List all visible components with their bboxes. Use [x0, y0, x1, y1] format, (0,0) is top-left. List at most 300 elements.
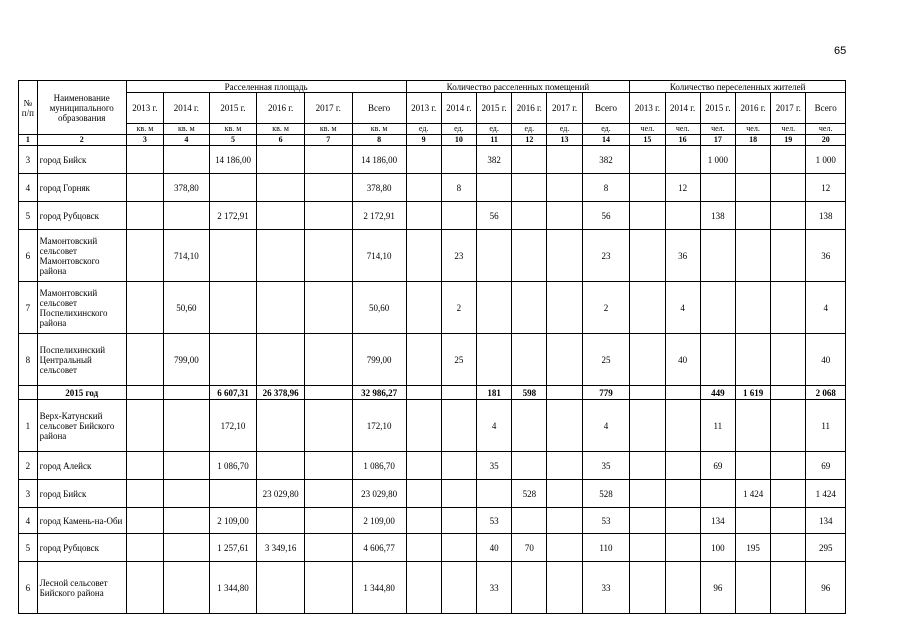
column-number: 10	[441, 135, 476, 146]
unit-header: ед.	[547, 124, 582, 135]
year-header: 2017 г.	[547, 93, 582, 124]
table-cell	[547, 334, 582, 386]
unit-header: чел.	[735, 124, 770, 135]
table-cell: 2 109,00	[352, 508, 406, 534]
table-cell	[304, 534, 352, 562]
subtotal-cell: 26 378,96	[257, 386, 305, 400]
table-cell	[304, 202, 352, 230]
table-cell	[209, 282, 257, 334]
area-group-header: Расселенная площадь	[126, 81, 406, 93]
table-cell	[700, 334, 735, 386]
table-cell: 2 172,91	[209, 202, 257, 230]
table-cell: 799,00	[164, 334, 210, 386]
table-cell	[512, 202, 547, 230]
table-cell	[304, 174, 352, 202]
table-cell: 3 349,16	[257, 534, 305, 562]
table-cell	[547, 146, 582, 174]
table-cell	[441, 562, 476, 614]
subtotal-cell: 449	[700, 386, 735, 400]
unit-header: ед.	[441, 124, 476, 135]
table-cell	[547, 562, 582, 614]
unit-header: кв. м	[126, 124, 163, 135]
table-cell	[406, 146, 441, 174]
table-cell	[257, 334, 305, 386]
table-cell	[476, 282, 511, 334]
table-cell	[257, 508, 305, 534]
table-cell	[441, 400, 476, 452]
table-cell	[630, 202, 665, 230]
table-row	[19, 282, 846, 334]
num-header: № п/п	[19, 81, 38, 135]
table-row	[19, 230, 846, 282]
table-cell	[304, 480, 352, 508]
table-cell	[630, 174, 665, 202]
table-cell	[630, 452, 665, 480]
column-number: 3	[126, 135, 163, 146]
table-cell	[406, 334, 441, 386]
unit-header: кв. м	[257, 124, 305, 135]
table-cell: 4	[582, 400, 630, 452]
table-cell	[164, 452, 210, 480]
table-cell: 2	[441, 282, 476, 334]
table-cell: 138	[806, 202, 846, 230]
municipality-name: Мамонтовский сельсовет Поспелихинского района	[37, 282, 126, 334]
subtotal-cell: 2 068	[806, 386, 846, 400]
header-group-row	[19, 81, 846, 93]
unit-header: ед.	[512, 124, 547, 135]
table-cell: 172,10	[352, 400, 406, 452]
table-row	[19, 334, 846, 386]
table-row	[19, 202, 846, 230]
table-cell	[304, 230, 352, 282]
table-cell	[476, 334, 511, 386]
column-number: 11	[476, 135, 511, 146]
table-cell: 96	[806, 562, 846, 614]
year-header: 2013 г.	[406, 93, 441, 124]
column-number: 1	[19, 135, 38, 146]
table-cell	[257, 452, 305, 480]
table-cell: 35	[582, 452, 630, 480]
table-row	[19, 508, 846, 534]
row-number: 5	[19, 202, 38, 230]
table-cell	[512, 174, 547, 202]
table-cell: 1 344,80	[352, 562, 406, 614]
premises-group-header: Количество расселенных помещений	[406, 81, 630, 93]
table-cell: 195	[735, 534, 770, 562]
table-cell	[771, 400, 806, 452]
table-cell: 36	[665, 230, 700, 282]
table-cell	[441, 452, 476, 480]
table-cell	[476, 230, 511, 282]
subtotal-cell	[441, 386, 476, 400]
table-cell	[257, 230, 305, 282]
table-cell: 1 086,70	[352, 452, 406, 480]
table-cell	[665, 400, 700, 452]
table-cell	[547, 480, 582, 508]
row-number: 7	[19, 282, 38, 334]
year-header: 2014 г.	[665, 93, 700, 124]
year-header: 2015 г.	[476, 93, 511, 124]
table-cell	[209, 334, 257, 386]
table-cell: 23	[441, 230, 476, 282]
table-cell: 528	[512, 480, 547, 508]
row-number: 5	[19, 534, 38, 562]
table-cell	[164, 146, 210, 174]
year-header: 2015 г.	[209, 93, 257, 124]
table-cell	[512, 452, 547, 480]
column-number: 8	[352, 135, 406, 146]
table-cell	[164, 562, 210, 614]
table-cell	[630, 400, 665, 452]
table-cell	[304, 334, 352, 386]
table-cell	[735, 452, 770, 480]
table-cell	[700, 480, 735, 508]
table-cell: 1 000	[700, 146, 735, 174]
table-cell	[406, 480, 441, 508]
subtotal-cell	[771, 386, 806, 400]
table-cell	[441, 146, 476, 174]
table-cell: 70	[512, 534, 547, 562]
table-cell	[406, 452, 441, 480]
table-cell	[406, 400, 441, 452]
subtotal-label: 2015 год	[37, 386, 126, 400]
municipality-name: город Бийск	[37, 146, 126, 174]
subtotal-cell	[406, 386, 441, 400]
table-cell: 138	[700, 202, 735, 230]
unit-header: кв. м	[352, 124, 406, 135]
table-cell: 1 424	[806, 480, 846, 508]
header-years-row	[19, 93, 846, 124]
column-number: 17	[700, 135, 735, 146]
table-cell: 33	[582, 562, 630, 614]
column-number: 14	[582, 135, 630, 146]
table-cell	[665, 202, 700, 230]
table-cell	[257, 146, 305, 174]
table-cell: 12	[665, 174, 700, 202]
year-header: 2015 г.	[700, 93, 735, 124]
table-cell	[126, 400, 163, 452]
table-cell: 382	[476, 146, 511, 174]
table-cell	[771, 534, 806, 562]
table-cell	[771, 174, 806, 202]
table-cell	[771, 480, 806, 508]
table-cell: 2 109,00	[209, 508, 257, 534]
table-row	[19, 534, 846, 562]
table-cell	[547, 534, 582, 562]
table-cell	[735, 400, 770, 452]
table-cell	[665, 480, 700, 508]
table-cell: 1 257,61	[209, 534, 257, 562]
table-cell	[126, 534, 163, 562]
row-number: 8	[19, 334, 38, 386]
table-cell	[126, 480, 163, 508]
row-number: 3	[19, 146, 38, 174]
table-cell	[441, 202, 476, 230]
year-header: Всего	[806, 93, 846, 124]
table-cell	[304, 146, 352, 174]
table-cell: 50,60	[164, 282, 210, 334]
column-number: 20	[806, 135, 846, 146]
table-cell	[630, 534, 665, 562]
table-cell	[665, 534, 700, 562]
table-cell: 110	[582, 534, 630, 562]
table-cell	[126, 230, 163, 282]
unit-header: кв. м	[209, 124, 257, 135]
page-number: 65	[834, 45, 847, 57]
table-row	[19, 480, 846, 508]
table-cell: 1 424	[735, 480, 770, 508]
table-cell: 134	[806, 508, 846, 534]
table-cell: 295	[806, 534, 846, 562]
table-cell	[164, 202, 210, 230]
table-cell	[406, 202, 441, 230]
municipality-name: город Бийск	[37, 480, 126, 508]
table-cell	[126, 452, 163, 480]
table-cell: 8	[441, 174, 476, 202]
table-cell: 14 186,00	[209, 146, 257, 174]
table-cell	[630, 230, 665, 282]
table-cell	[735, 562, 770, 614]
subtotal-cell: 1 619	[735, 386, 770, 400]
table-cell	[257, 202, 305, 230]
table-cell	[735, 146, 770, 174]
table-cell	[735, 508, 770, 534]
table-cell	[700, 174, 735, 202]
table-cell	[512, 508, 547, 534]
subtotal-blank	[19, 386, 38, 400]
table-cell	[547, 202, 582, 230]
row-number: 3	[19, 480, 38, 508]
unit-header: чел.	[771, 124, 806, 135]
subtotal-cell	[630, 386, 665, 400]
row-number: 2	[19, 452, 38, 480]
table-cell: 53	[476, 508, 511, 534]
table-cell	[476, 174, 511, 202]
table-cell	[257, 562, 305, 614]
table-cell	[735, 202, 770, 230]
table-cell	[164, 534, 210, 562]
year-header: 2014 г.	[441, 93, 476, 124]
table-row	[19, 452, 846, 480]
municipality-name: Мамонтовский сельсовет Мамонтовского района	[37, 230, 126, 282]
table-cell	[304, 562, 352, 614]
table-cell	[771, 334, 806, 386]
year-header: 2017 г.	[304, 93, 352, 124]
table-cell	[441, 480, 476, 508]
table-cell	[665, 562, 700, 614]
table-cell	[406, 562, 441, 614]
table-cell: 11	[700, 400, 735, 452]
table-cell: 382	[582, 146, 630, 174]
table-cell	[257, 282, 305, 334]
row-number: 4	[19, 508, 38, 534]
table-cell: 1 000	[806, 146, 846, 174]
unit-header: чел.	[806, 124, 846, 135]
table-cell	[406, 174, 441, 202]
column-number: 9	[406, 135, 441, 146]
table-cell	[630, 480, 665, 508]
table-cell: 378,80	[164, 174, 210, 202]
subtotal-cell	[304, 386, 352, 400]
table-cell: 1 344,80	[209, 562, 257, 614]
subtotal-cell: 779	[582, 386, 630, 400]
table-cell: 134	[700, 508, 735, 534]
table-cell: 50,60	[352, 282, 406, 334]
table-cell	[304, 508, 352, 534]
table-cell: 4	[665, 282, 700, 334]
table-cell: 23	[582, 230, 630, 282]
table-cell	[547, 400, 582, 452]
table-cell	[700, 230, 735, 282]
year-header: 2013 г.	[126, 93, 163, 124]
unit-header: ед.	[476, 124, 511, 135]
row-number: 6	[19, 562, 38, 614]
table-cell	[126, 282, 163, 334]
table-cell: 25	[582, 334, 630, 386]
table-cell	[126, 334, 163, 386]
table-cell: 69	[806, 452, 846, 480]
table-cell	[771, 452, 806, 480]
table-cell	[441, 508, 476, 534]
municipality-name: город Алейск	[37, 452, 126, 480]
table-cell	[209, 480, 257, 508]
subtotal-cell	[126, 386, 163, 400]
table-cell	[547, 508, 582, 534]
residents-group-header: Количество переселенных жителей	[630, 81, 846, 93]
column-number: 4	[164, 135, 210, 146]
subtotal-cell	[164, 386, 210, 400]
resettlement-table	[18, 80, 846, 614]
table-cell	[406, 534, 441, 562]
unit-header: ед.	[406, 124, 441, 135]
table-cell	[406, 230, 441, 282]
column-number: 2	[37, 135, 126, 146]
table-cell: 4	[806, 282, 846, 334]
table-cell	[126, 562, 163, 614]
table-cell	[406, 282, 441, 334]
column-number: 7	[304, 135, 352, 146]
table-cell	[547, 230, 582, 282]
table-cell	[441, 534, 476, 562]
table-cell	[164, 400, 210, 452]
column-number: 6	[257, 135, 305, 146]
table-cell: 40	[806, 334, 846, 386]
column-number: 16	[665, 135, 700, 146]
table-cell	[164, 480, 210, 508]
table-cell	[512, 562, 547, 614]
table-cell	[209, 174, 257, 202]
column-number: 13	[547, 135, 582, 146]
table-cell	[512, 230, 547, 282]
table-row	[19, 562, 846, 614]
table-cell	[547, 452, 582, 480]
municipality-name: Верх-Катунский сельсовет Бийского района	[37, 400, 126, 452]
municipality-name: город Рубцовск	[37, 202, 126, 230]
table-cell: 23 029,80	[257, 480, 305, 508]
municipality-name: Лесной сельсовет Бийского района	[37, 562, 126, 614]
table-cell	[665, 452, 700, 480]
table-cell	[665, 146, 700, 174]
table-row	[19, 174, 846, 202]
year-header: 2016 г.	[512, 93, 547, 124]
table-cell: 12	[806, 174, 846, 202]
row-number: 6	[19, 230, 38, 282]
subtotal-cell: 6 607,31	[209, 386, 257, 400]
table-cell: 23 029,80	[352, 480, 406, 508]
table-row	[19, 146, 846, 174]
table-cell	[126, 146, 163, 174]
table-cell: 35	[476, 452, 511, 480]
table-cell: 4 606,77	[352, 534, 406, 562]
table-cell	[257, 174, 305, 202]
table-cell	[512, 282, 547, 334]
table-cell: 56	[582, 202, 630, 230]
column-number: 12	[512, 135, 547, 146]
table-cell	[735, 282, 770, 334]
table-cell	[735, 230, 770, 282]
table-cell	[164, 508, 210, 534]
table-cell: 8	[582, 174, 630, 202]
unit-header: кв. м	[164, 124, 210, 135]
table-cell: 14 186,00	[352, 146, 406, 174]
table-cell	[630, 282, 665, 334]
column-numbers-row	[19, 135, 846, 146]
table-cell	[665, 508, 700, 534]
table-cell	[630, 146, 665, 174]
table-cell	[512, 146, 547, 174]
unit-header: чел.	[665, 124, 700, 135]
table-cell: 40	[665, 334, 700, 386]
table-cell: 4	[476, 400, 511, 452]
table-cell	[771, 562, 806, 614]
table-row	[19, 400, 846, 452]
table-cell: 69	[700, 452, 735, 480]
table-cell	[771, 508, 806, 534]
table-cell: 53	[582, 508, 630, 534]
table-cell	[735, 334, 770, 386]
table-cell	[406, 508, 441, 534]
unit-header: чел.	[630, 124, 665, 135]
table-cell: 172,10	[209, 400, 257, 452]
subtotal-row	[19, 386, 846, 400]
table-cell	[304, 282, 352, 334]
column-number: 18	[735, 135, 770, 146]
unit-header: чел.	[700, 124, 735, 135]
table-cell: 36	[806, 230, 846, 282]
table-cell	[476, 480, 511, 508]
column-number: 15	[630, 135, 665, 146]
unit-header: кв. м	[304, 124, 352, 135]
table-cell: 799,00	[352, 334, 406, 386]
table-cell	[630, 334, 665, 386]
year-header: 2014 г.	[164, 93, 210, 124]
table-cell: 378,80	[352, 174, 406, 202]
table-cell	[304, 400, 352, 452]
table-cell	[512, 334, 547, 386]
table-cell	[304, 452, 352, 480]
municipality-name: Поспелихинский Центральный сельсовет	[37, 334, 126, 386]
table-cell	[126, 202, 163, 230]
table-cell	[771, 282, 806, 334]
table-cell: 33	[476, 562, 511, 614]
table-cell: 528	[582, 480, 630, 508]
unit-header: ед.	[582, 124, 630, 135]
year-header: Всего	[582, 93, 630, 124]
table-cell	[547, 282, 582, 334]
table-cell: 1 086,70	[209, 452, 257, 480]
table-cell: 56	[476, 202, 511, 230]
table-cell: 25	[441, 334, 476, 386]
